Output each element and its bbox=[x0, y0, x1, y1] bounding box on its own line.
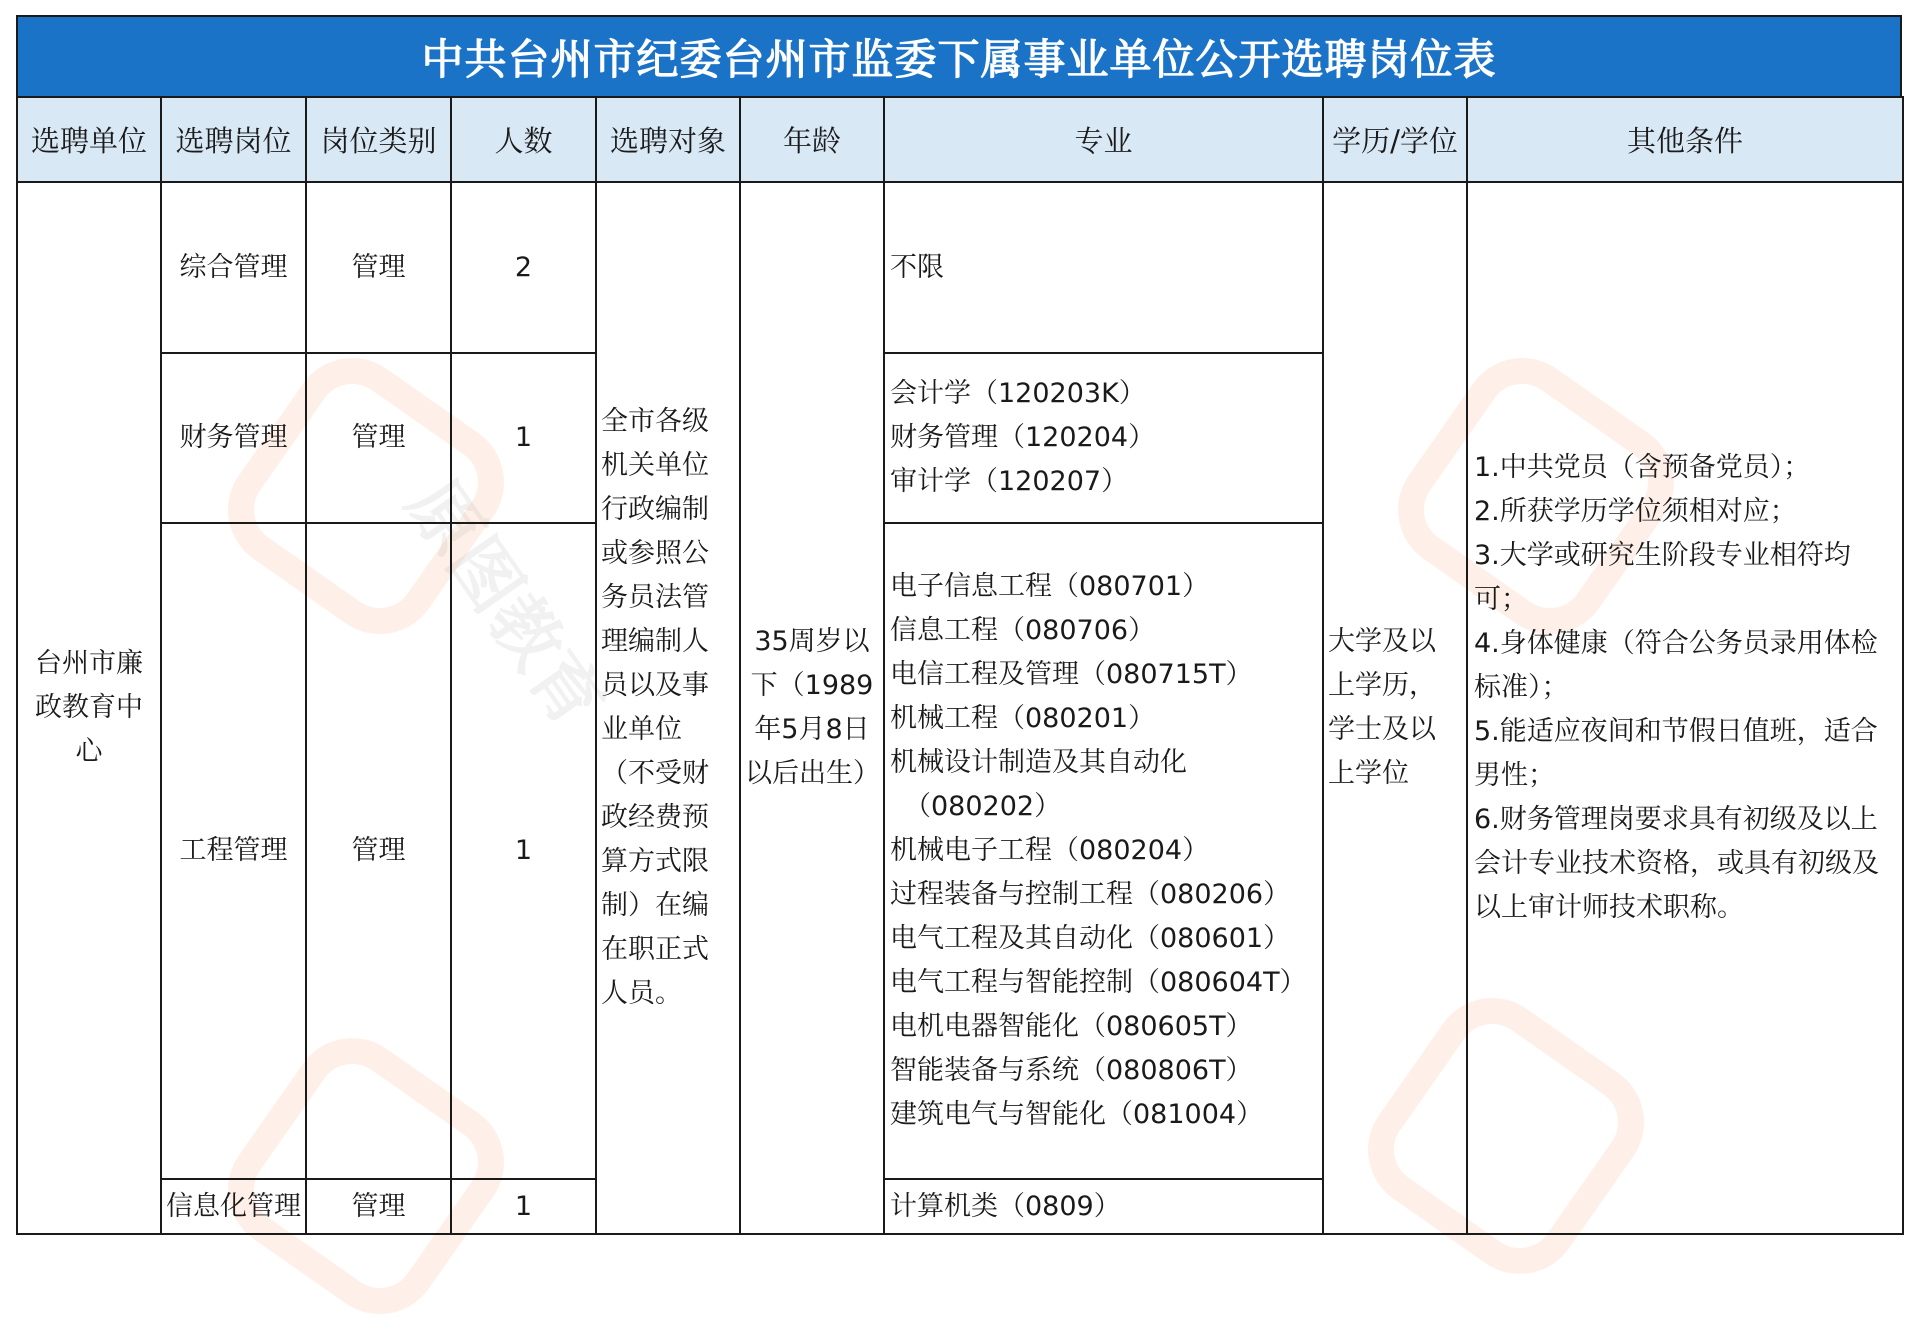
header-post: 选聘岗位 bbox=[161, 97, 306, 182]
target-cell: 全市各级机关单位行政编制或参照公务员法管理编制人员以及事业单位（不受财政经费预算方式限制）在编在职正式人员。 bbox=[596, 182, 740, 1234]
header-major: 专业 bbox=[884, 97, 1323, 182]
major-item: 电气工程及其自动化（080601） bbox=[890, 923, 1291, 954]
condition-item: 6.财务管理岗要求具有初级及以上会计专业技术资格，或具有初级及以上审计师技术职称。 bbox=[1474, 804, 1879, 923]
header-row bbox=[17, 97, 1903, 182]
conditions-cell bbox=[1467, 182, 1903, 1234]
major-item: 电信工程及管理（080715T） bbox=[890, 659, 1253, 690]
condition-item: 3.大学或研究生阶段专业相符均可； bbox=[1474, 540, 1851, 615]
header-age: 年龄 bbox=[740, 97, 884, 182]
position-table bbox=[16, 96, 1904, 1235]
major-item: 电机电器智能化（080605T） bbox=[890, 1011, 1253, 1042]
major-item: 财务管理（120204） bbox=[890, 422, 1156, 453]
major-cell bbox=[884, 523, 1323, 1179]
condition-item: 5.能适应夜间和节假日值班，适合男性； bbox=[1474, 716, 1878, 791]
major-item: （080202） bbox=[904, 791, 1062, 822]
count-cell: 1 bbox=[451, 353, 596, 523]
post-cell: 综合管理 bbox=[161, 182, 306, 353]
age-cell: 35周岁以下（1989年5月8日以后出生） bbox=[740, 182, 884, 1234]
count-cell: 1 bbox=[451, 523, 596, 1179]
table-row bbox=[17, 182, 1903, 353]
post-cell: 信息化管理 bbox=[161, 1179, 306, 1234]
category-cell: 管理 bbox=[306, 523, 451, 1179]
post-cell: 财务管理 bbox=[161, 353, 306, 523]
position-table-document bbox=[16, 15, 1902, 1235]
major-cell bbox=[884, 353, 1323, 523]
major-item: 过程装备与控制工程（080206） bbox=[890, 879, 1291, 910]
major-item: 机械设计制造及其自动化 bbox=[890, 747, 1187, 778]
condition-item: 1.中共党员（含预备党员）； bbox=[1474, 452, 1811, 483]
header-count: 人数 bbox=[451, 97, 596, 182]
major-item: 建筑电气与智能化（081004） bbox=[890, 1099, 1264, 1130]
major-item: 电气工程与智能控制（080604T） bbox=[890, 967, 1307, 998]
major-item: 不限 bbox=[890, 251, 944, 283]
header-target: 选聘对象 bbox=[596, 97, 740, 182]
major-item: 会计学（120203K） bbox=[890, 378, 1146, 409]
major-cell bbox=[884, 1179, 1323, 1234]
document-title: 中共台州市纪委台州市监委下属事业单位公开选聘岗位表 bbox=[16, 15, 1902, 96]
category-cell: 管理 bbox=[306, 182, 451, 353]
major-item: 智能装备与系统（080806T） bbox=[890, 1055, 1253, 1086]
header-unit: 选聘单位 bbox=[17, 97, 161, 182]
major-item: 计算机类（0809） bbox=[890, 1190, 1121, 1222]
header-conditions: 其他条件 bbox=[1467, 97, 1903, 182]
count-cell: 2 bbox=[451, 182, 596, 353]
major-item: 电子信息工程（080701） bbox=[890, 571, 1210, 602]
major-item: 机械电子工程（080204） bbox=[890, 835, 1210, 866]
condition-item: 4.身体健康（符合公务员录用体检标准）； bbox=[1474, 628, 1878, 703]
watermark-logo: 原图教育 bbox=[250, 380, 550, 680]
major-item: 审计学（120207） bbox=[890, 466, 1129, 497]
header-education: 学历/学位 bbox=[1323, 97, 1467, 182]
post-cell: 工程管理 bbox=[161, 523, 306, 1179]
header-category: 岗位类别 bbox=[306, 97, 451, 182]
major-cell bbox=[884, 182, 1323, 353]
category-cell: 管理 bbox=[306, 353, 451, 523]
education-cell: 大学及以上学历，学士及以上学位 bbox=[1323, 182, 1467, 1234]
condition-item: 2.所获学历学位须相对应； bbox=[1474, 496, 1797, 527]
major-item: 信息工程（080706） bbox=[890, 615, 1156, 646]
count-cell: 1 bbox=[451, 1179, 596, 1234]
major-item: 机械工程（080201） bbox=[890, 703, 1156, 734]
unit-cell: 台州市廉政教育中心 bbox=[17, 182, 161, 1234]
category-cell: 管理 bbox=[306, 1179, 451, 1234]
